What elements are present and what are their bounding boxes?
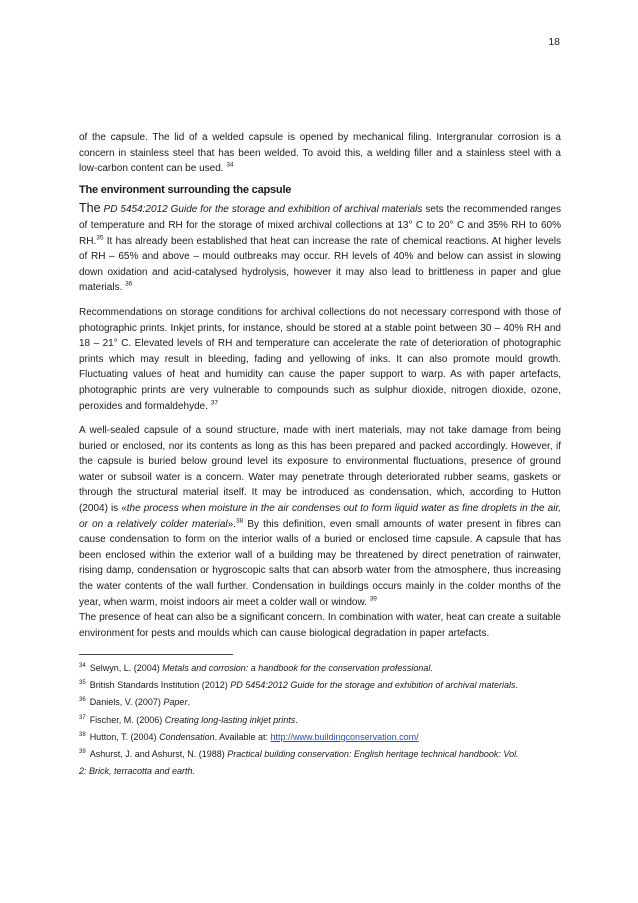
footnote-text: . Available at: xyxy=(214,731,268,742)
footnote-38 xyxy=(79,729,561,746)
footnote-title: Practical building conservation: English heritage technical handbook: Vol. xyxy=(227,749,519,760)
paragraph-text: of the capsule. The lid of a welded capsule is opened by mechanical filing. Intergranular corrosion is a concern in stainless steel that has been welded. To avoid this, a welding filler and a stainless steel with a low-carbon content can be used. xyxy=(79,132,561,175)
paragraph-text: sets the recommended ranges of temperature and RH for the storage of mixed archival collections at 13° C to 20° C and 35% RH to 60% RH. xyxy=(79,204,562,247)
footnote-text: . xyxy=(187,697,190,708)
footnote-37 xyxy=(79,712,561,729)
paragraph-heat xyxy=(79,610,561,641)
quotation: the process when moisture in the air condenses out to form liquid water as fine droplets in the air, or on a relatively colder material xyxy=(79,503,561,530)
paragraph-text: The presence of heat can also be a significant concern. In combination with water, heat can create a suitable environment for pests and moulds which can cause biological degradation in paper artefacts. xyxy=(79,612,561,639)
footnote-number: 37 xyxy=(79,714,86,721)
footnote-text: British Standards Institution (2012) xyxy=(89,680,228,691)
section-heading: The environment surrounding the capsule xyxy=(79,183,292,196)
paragraph-text: A well-sealed capsule of a sound structure, made with inert materials, may not take damage from being buried or enclosed, nor its contents as long as this has been prepared and packed accordingly. However, if the capsule is buried below ground level its exposure to environmental fluctuations, presence of ground water or subsoil water is a concern. Water may penetrate through deteriorated rubber seams, gaskets or through the structural material itself. It may be introduced as condensation, which, according to Hutton (2004) is « xyxy=(79,425,561,515)
footnote-text: Selwyn, L. (2004) xyxy=(89,663,160,673)
footnote-number: 34 xyxy=(79,663,86,669)
footnote-ref: 35 xyxy=(96,234,104,242)
footnote-ref: 39 xyxy=(369,595,377,603)
footnote-title: Paper xyxy=(163,697,188,708)
page-number: 18 xyxy=(548,36,560,48)
footnote-text: . xyxy=(295,714,298,725)
footnote-number: 35 xyxy=(79,680,86,687)
footnote-39-continued xyxy=(79,763,561,780)
footnote-title: 2: Brick, terracotta and earth. xyxy=(79,766,196,777)
document-title: PD 5454:2012 Guide for the storage and exhibition of archival materials xyxy=(103,204,423,216)
paragraph-text: By this definition, even small amounts of water present in fibres can cause condensation to form on the interior walls of a buried or enclosed time capsule. A capsule that has been enclosed within the exterior wall of a building may be threatened by direct penetration of rainwater, rising damp, condensation or hygroscopic salts that can absorb water from the atmosphere, thus increasing the water contents of the wall further. Condensation in buildings occurs mainly in the colder months of the year, when warm, moist indoors air meet a colder wall or window. xyxy=(79,518,561,608)
footnote-ref: 37 xyxy=(210,399,218,407)
footnote-text: Fischer, M. (2006) xyxy=(89,714,163,725)
footnote-text: . xyxy=(515,680,518,691)
paragraph-condensation xyxy=(79,423,561,610)
footnote-text: Hutton, T. (2004) xyxy=(89,731,157,742)
footnote-number: 38 xyxy=(79,731,86,738)
footnote-34 xyxy=(79,660,561,677)
footnote-title: Creating long-lasting inkjet prints xyxy=(164,714,296,725)
paragraph-storage-recommendations xyxy=(79,201,561,296)
paragraph-text: Recommendations on storage conditions for archival collections do not necessary correspond with those of photographic prints. Inkjet prints, for instance, should be stored at a stable point between 30 – 40% RH and 18 – 21° C. Elevated levels of RH and temperature can accelerate the rate of deterioration of photographic prints which may result in bleeding, fading and yellowing of inks. It can also promote mould growth. Fluctuating values of heat and humidity can cause the paper support to warp. As with paper artefacts, photographic prints are very vulnerable to compounds such as sulphur dioxide, nitrogen dioxide, ozone, peroxides and formaldehyde. xyxy=(79,306,561,412)
footnotes xyxy=(79,660,561,780)
footnote-title: Condensation xyxy=(159,731,215,742)
footnote-ref: 34 xyxy=(226,161,234,169)
footnote-text: Ashurst, J. and Ashurst, N. (1988) xyxy=(89,749,225,760)
footnote-number: 36 xyxy=(79,697,86,704)
footnote-ref: 38 xyxy=(235,517,244,525)
paragraph-capsule-corrosion xyxy=(79,130,561,177)
paragraph-text: ». xyxy=(227,518,236,530)
footnote-text: Daniels, V. (2007) xyxy=(89,697,161,708)
paragraph-text: It has already been established that heat can increase the rate of chemical reactions. At higher levels of RH – 65% and above – mould outbreaks may occur. RH levels of 40% and below can assist in slowing down oxidation and acid-catalysed hydrolysis, however it may also lead to brittleness in paper and glue materials. xyxy=(79,235,561,294)
footnote-text: . xyxy=(430,663,433,673)
building-conservation-link[interactable]: http://www.buildingconservation.com/ xyxy=(270,731,419,742)
footnote-39 xyxy=(79,746,561,763)
footnote-36 xyxy=(79,694,561,711)
footnote-title: Metals and corrosion: a handbook for the conservation professional xyxy=(162,663,431,673)
paragraph-photographic-prints xyxy=(79,305,561,414)
footnote-title: PD 5454:2012 Guide for the storage and exhibition of archival materials xyxy=(230,680,516,691)
footnote-number: 39 xyxy=(79,749,86,756)
paragraph-text: The xyxy=(79,201,101,216)
footnote-35 xyxy=(79,677,561,694)
body-text xyxy=(79,130,561,641)
footnote-divider xyxy=(79,654,233,655)
footnote-ref: 36 xyxy=(125,281,133,289)
